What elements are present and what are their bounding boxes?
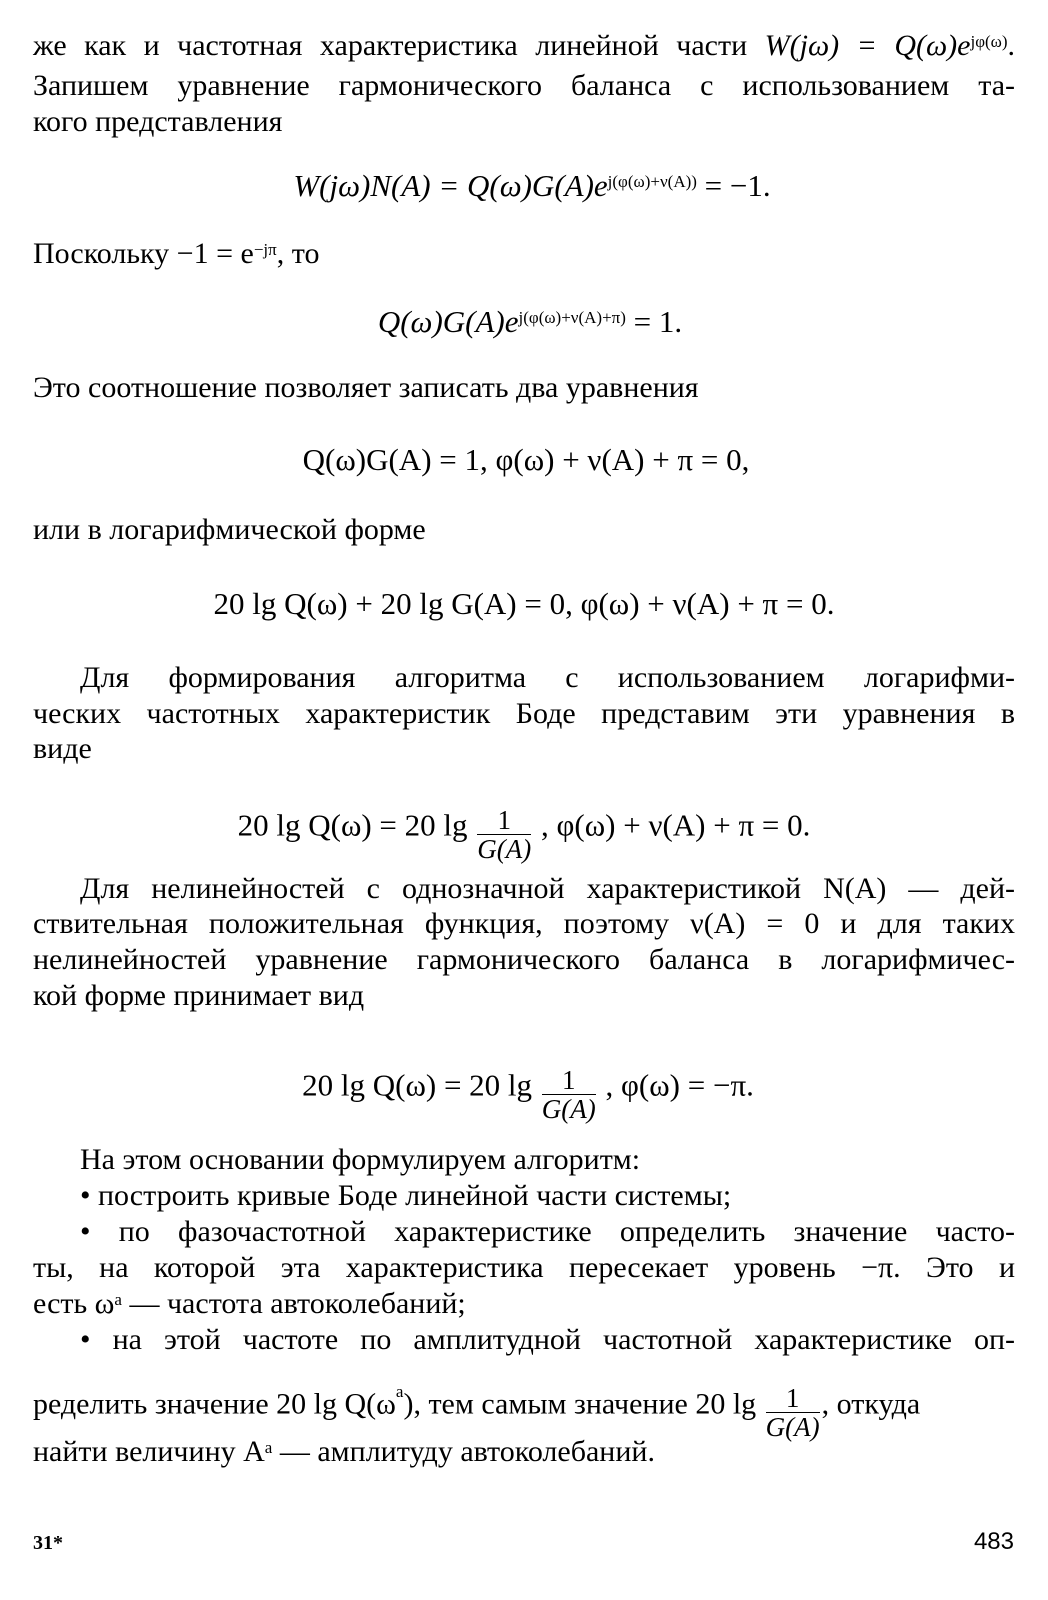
signature-mark: 31*: [33, 1532, 63, 1554]
fraction: $\frac{1}{G(A)}$: [477, 805, 532, 864]
text-line: Это соотношение позволяет записать два уравнения: [33, 371, 699, 404]
fraction: $\frac{1}{G(A)}$: [541, 1065, 596, 1124]
text-line: ределить значение 20 $\lg Q(\omega^а)$, тем самым значение 20 lg $\frac{1}{G(A)}$ , откуда: [33, 1382, 921, 1442]
equation-5: 20 lg Q(ω) = 20 lg $\frac{1}{G(A)}$ , φ(ω) + ν(A) + π = 0.: [237, 805, 811, 864]
text-line: или в логарифмической форме: [33, 513, 426, 546]
text-line: Поскольку $-1 = e^{-j\pi}$, то: [33, 237, 320, 270]
text-line: нелинейностей уравнение гармонического баланса в логарифмичес-: [33, 943, 1015, 976]
bullet-item: • на этой частоте по амплитудной частотной характеристике оп-: [80, 1323, 1015, 1356]
text-line: ческих частотных характеристик Боде представим эти уравнения в: [33, 697, 1015, 730]
page-number: 483: [973, 1528, 1014, 1555]
bullet-item: • построить кривые Боде линейной части системы;: [80, 1179, 732, 1212]
equation-2: $Q(\omega)G(A)e^{j(\varphi(\omega)+\nu(A)+\pi)} = 1$.: [377, 304, 683, 339]
text-line: ствительная положительная функция, поэтому ν(A) = 0 и для таких: [33, 907, 1015, 940]
text-line: Для нелинейностей с однозначной характеристикой N(A) — дей-: [80, 872, 1015, 905]
equation-4: 20 lg Q(ω) + 20 lg G(A) = 0, φ(ω) + ν(A) + π = 0.: [213, 586, 835, 621]
text-line: же как и частотная характеристика линейной части $W(j\omega) = Q(\omega)e^{j\varphi(\omega)}$.: [33, 29, 1016, 62]
equation-3: Q(ω)G(A) = 1, φ(ω) + ν(A) + π = 0,: [302, 442, 750, 477]
text-line: виде: [33, 732, 92, 765]
text-line: На этом основании формулируем алгоритм:: [80, 1143, 641, 1176]
text-line: Запишем уравнение гармонического баланса с использованием та-: [33, 69, 1015, 102]
text-line: кого представления: [33, 105, 283, 138]
text-line: Для формирования алгоритма с использованием логарифми-: [80, 661, 1015, 694]
text-line: кой форме принимает вид: [33, 979, 365, 1012]
text-line: есть $\omega^а$ — частота автоколебаний;: [33, 1287, 466, 1320]
text-line: ты, на которой эта характеристика пересекает уровень −π. Это и: [33, 1251, 1015, 1284]
bullet-item: • по фазочастотной характеристике определить значение часто-: [80, 1215, 1015, 1248]
fraction: $\frac{1}{G(A)}$: [765, 1383, 820, 1442]
equation-1: $W(j\omega)N(A) = Q(\omega)G(A)e^{j(\varphi(\omega)+\nu(A))} = -1$.: [293, 168, 771, 203]
text-line: найти величину $A^а$ — амплитуду автоколебаний.: [33, 1435, 655, 1468]
equation-6: 20 lg Q(ω) = 20 lg $\frac{1}{G(A)}$ , φ(ω) = −π.: [302, 1065, 754, 1124]
